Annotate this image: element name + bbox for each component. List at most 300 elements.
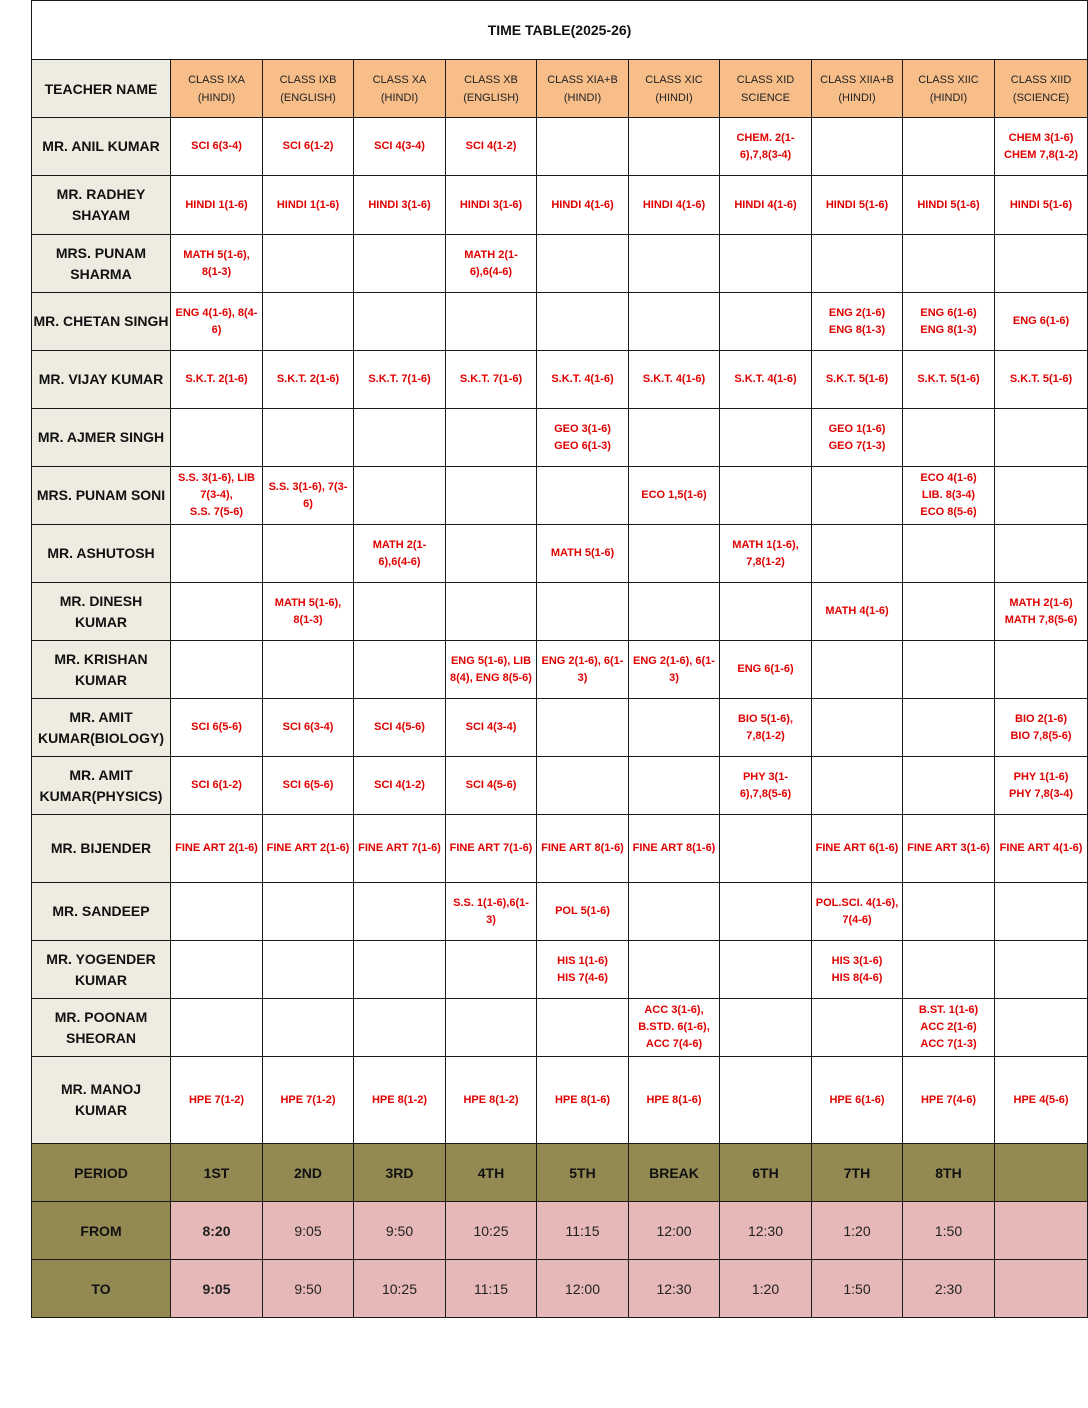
cell-line: PHY 3(1- bbox=[742, 770, 789, 783]
schedule-cell bbox=[537, 699, 629, 757]
schedule-cell bbox=[812, 641, 903, 699]
teacher-row bbox=[32, 118, 1088, 176]
schedule-cell bbox=[537, 583, 629, 641]
cell-line: MR. ANIL KUMAR bbox=[42, 138, 160, 154]
schedule-cell bbox=[720, 815, 812, 883]
schedule-cell bbox=[446, 583, 537, 641]
cell-line: SCI 6(3-4) bbox=[282, 721, 334, 733]
schedule-cell bbox=[720, 699, 812, 757]
schedule-cell bbox=[537, 641, 629, 699]
schedule-cell bbox=[995, 641, 1088, 699]
teacher-row bbox=[32, 641, 1088, 699]
teacher-name bbox=[32, 467, 171, 525]
cell-line: MR. ASHUTOSH bbox=[47, 545, 155, 561]
cell-line: HINDI 4(1-6) bbox=[642, 198, 706, 211]
cell-line: S.K.T. 2(1-6) bbox=[185, 373, 248, 385]
schedule-cell bbox=[446, 815, 537, 883]
schedule-cell bbox=[903, 641, 995, 699]
cell-line: ENG 6(1-6) bbox=[1012, 315, 1070, 327]
schedule-cell bbox=[446, 467, 537, 525]
schedule-cell bbox=[903, 1057, 995, 1144]
schedule-cell bbox=[720, 235, 812, 293]
schedule-cell bbox=[995, 757, 1088, 815]
schedule-cell bbox=[263, 467, 354, 525]
schedule-cell bbox=[537, 118, 629, 176]
class-header bbox=[903, 60, 995, 118]
cell-line: 7(3-4), bbox=[200, 489, 233, 501]
teacher-name bbox=[32, 699, 171, 757]
cell-line: KUMAR bbox=[74, 671, 128, 688]
schedule-cell bbox=[171, 1057, 263, 1144]
schedule-cell bbox=[537, 883, 629, 941]
teacher-name-header: TEACHER NAME bbox=[32, 60, 171, 118]
schedule-cell bbox=[812, 351, 903, 409]
schedule-cell bbox=[446, 699, 537, 757]
cell-line: MR. YOGENDER bbox=[46, 950, 156, 967]
schedule-cell bbox=[812, 467, 903, 525]
schedule-cell bbox=[629, 757, 720, 815]
period-row-cell bbox=[995, 1144, 1088, 1202]
schedule-cell bbox=[263, 1057, 354, 1144]
schedule-cell bbox=[629, 815, 720, 883]
schedule-cell bbox=[903, 815, 995, 883]
cell-line: HPE 6(1-6) bbox=[829, 1093, 885, 1106]
teacher-name bbox=[32, 293, 171, 351]
cell-line: 3) bbox=[577, 671, 588, 684]
schedule-cell bbox=[812, 699, 903, 757]
schedule-cell bbox=[446, 941, 537, 999]
schedule-cell bbox=[537, 525, 629, 583]
schedule-cell bbox=[171, 525, 263, 583]
schedule-cell bbox=[995, 883, 1088, 941]
cell-line: SCI 4(5-6) bbox=[465, 779, 517, 791]
cell-line: MR. AMIT bbox=[69, 766, 133, 783]
teacher-name bbox=[32, 999, 171, 1057]
cell-line: BIO 7,8(5-6) bbox=[1010, 729, 1072, 742]
cell-line: S.K.T. 4(1-6) bbox=[551, 373, 614, 385]
schedule-cell bbox=[995, 351, 1088, 409]
schedule-cell bbox=[446, 757, 537, 815]
schedule-cell bbox=[629, 293, 720, 351]
cell-line: SCI 6(1-2) bbox=[191, 779, 242, 791]
cell-line: SHAYAM bbox=[71, 207, 131, 223]
schedule-cell bbox=[446, 999, 537, 1057]
cell-line: MATH 5(1-6), bbox=[183, 248, 250, 261]
cell-line: LIB. 8(3-4) bbox=[921, 489, 976, 501]
cell-line: 6),7,8(3-4) bbox=[739, 148, 792, 161]
teacher-row bbox=[32, 699, 1088, 757]
cell-line: HPE 4(5-6) bbox=[1013, 1093, 1069, 1106]
cell-line: HPE 8(1-2) bbox=[463, 1093, 519, 1106]
schedule-cell bbox=[903, 757, 995, 815]
from-row-cell: 1:50 bbox=[903, 1202, 995, 1260]
to-row-cell: 12:00 bbox=[537, 1260, 629, 1318]
schedule-cell bbox=[171, 351, 263, 409]
schedule-cell bbox=[720, 409, 812, 467]
cell-line: (HINDI) bbox=[655, 91, 693, 104]
cell-line: SCI 4(3-4) bbox=[374, 140, 425, 152]
cell-line: FINE ART 7(1-6) bbox=[358, 842, 441, 854]
teacher-row bbox=[32, 883, 1088, 941]
cell-line: 3) bbox=[486, 913, 496, 926]
class-header bbox=[263, 60, 354, 118]
period-row-cell: 4TH bbox=[446, 1144, 537, 1202]
schedule-cell bbox=[263, 999, 354, 1057]
schedule-cell bbox=[537, 999, 629, 1057]
schedule-cell bbox=[171, 176, 263, 235]
schedule-cell bbox=[171, 999, 263, 1057]
to-row-cell: 1:20 bbox=[720, 1260, 812, 1318]
schedule-cell bbox=[995, 525, 1088, 583]
cell-line: 8(1-3) bbox=[201, 265, 232, 278]
cell-line: FINE ART 2(1-6) bbox=[175, 842, 258, 854]
schedule-cell bbox=[171, 883, 263, 941]
schedule-cell bbox=[171, 293, 263, 351]
schedule-cell bbox=[354, 815, 446, 883]
schedule-cell bbox=[812, 941, 903, 999]
teacher-name bbox=[32, 641, 171, 699]
header-row bbox=[32, 60, 1088, 118]
teacher-row bbox=[32, 176, 1088, 235]
cell-line: MR. DINESH bbox=[59, 592, 143, 609]
schedule-cell bbox=[354, 293, 446, 351]
schedule-cell bbox=[354, 699, 446, 757]
cell-line: (HINDI) bbox=[197, 91, 236, 104]
cell-line: 6) bbox=[303, 497, 313, 510]
schedule-cell bbox=[903, 118, 995, 176]
class-header bbox=[446, 60, 537, 118]
cell-line: ECO 8(5-6) bbox=[920, 506, 977, 518]
cell-line: CLASS IXA bbox=[188, 73, 245, 86]
cell-line: ENG 4(1-6), 8(4- bbox=[175, 306, 258, 319]
schedule-cell bbox=[903, 409, 995, 467]
period-row-cell: 8TH bbox=[903, 1144, 995, 1202]
schedule-cell bbox=[537, 1057, 629, 1144]
schedule-cell bbox=[263, 525, 354, 583]
schedule-cell bbox=[903, 525, 995, 583]
teacher-row bbox=[32, 1057, 1088, 1144]
schedule-cell bbox=[537, 815, 629, 883]
schedule-cell bbox=[720, 941, 812, 999]
from-row-label: FROM bbox=[32, 1202, 171, 1260]
schedule-cell bbox=[903, 999, 995, 1057]
cell-line: SHARMA bbox=[70, 265, 132, 282]
schedule-cell bbox=[446, 525, 537, 583]
teacher-name bbox=[32, 583, 171, 641]
schedule-cell bbox=[903, 351, 995, 409]
schedule-cell bbox=[171, 583, 263, 641]
from-row-cell: 12:30 bbox=[720, 1202, 812, 1260]
cell-line: 8(1-3) bbox=[293, 613, 323, 626]
schedule-cell bbox=[354, 525, 446, 583]
cell-line: MR. BIJENDER bbox=[50, 840, 152, 856]
schedule-cell bbox=[263, 941, 354, 999]
schedule-cell bbox=[629, 118, 720, 176]
cell-line: HINDI 3(1-6) bbox=[459, 198, 523, 211]
cell-line: S.K.T. 2(1-6) bbox=[276, 373, 340, 385]
cell-line: S.S. 3(1-6), 7(3- bbox=[268, 480, 348, 493]
teacher-row bbox=[32, 467, 1088, 525]
cell-line: HIS 8(4-6) bbox=[831, 971, 883, 984]
cell-line: MR. CHETAN SINGH bbox=[33, 313, 169, 329]
cell-line: MATH 1(1-6), bbox=[732, 538, 799, 551]
cell-line: 6),6(4-6) bbox=[469, 265, 513, 278]
schedule-cell bbox=[263, 176, 354, 235]
cell-line: ECO 4(1-6) bbox=[920, 472, 977, 484]
from-row-cell: 1:20 bbox=[812, 1202, 903, 1260]
cell-line: MATH 5(1-6), bbox=[274, 596, 342, 609]
schedule-cell bbox=[171, 235, 263, 293]
schedule-cell bbox=[537, 176, 629, 235]
schedule-cell bbox=[446, 176, 537, 235]
cell-line: (HINDI) bbox=[563, 91, 602, 104]
cell-line: CLASS XIA+B bbox=[547, 73, 618, 86]
cell-line: HINDI 1(1-6) bbox=[276, 198, 340, 211]
cell-line: ENG 8(1-3) bbox=[828, 323, 886, 336]
class-header bbox=[995, 60, 1088, 118]
cell-line: (ENGLISH) bbox=[463, 91, 519, 104]
title-row bbox=[32, 1, 1088, 60]
teacher-name bbox=[32, 235, 171, 293]
schedule-cell bbox=[720, 525, 812, 583]
cell-line: HIS 1(1-6) bbox=[557, 954, 608, 967]
period-row bbox=[32, 1144, 1088, 1202]
cell-line: ECO 1,5(1-6) bbox=[641, 489, 707, 501]
from-row-cell: 9:05 bbox=[263, 1202, 354, 1260]
teacher-name bbox=[32, 176, 171, 235]
teacher-name bbox=[32, 815, 171, 883]
schedule-cell bbox=[720, 883, 812, 941]
from-row-cell: 10:25 bbox=[446, 1202, 537, 1260]
cell-line: MR. AMIT bbox=[69, 708, 133, 725]
schedule-cell bbox=[812, 999, 903, 1057]
schedule-cell bbox=[354, 757, 446, 815]
schedule-cell bbox=[537, 235, 629, 293]
cell-line: (HINDI) bbox=[838, 91, 876, 104]
class-header bbox=[537, 60, 629, 118]
cell-line: HPE 7(1-2) bbox=[188, 1093, 245, 1106]
cell-line: SCI 6(1-2) bbox=[282, 140, 334, 152]
cell-line: MR. AJMER SINGH bbox=[37, 429, 165, 445]
teacher-row bbox=[32, 999, 1088, 1057]
to-row-cell: 2:30 bbox=[903, 1260, 995, 1318]
schedule-cell bbox=[812, 118, 903, 176]
cell-line: FINE ART 8(1-6) bbox=[541, 842, 624, 854]
cell-line: PHY 1(1-6) bbox=[1013, 770, 1069, 783]
cell-line: HIS 3(1-6) bbox=[831, 954, 883, 967]
cell-line: 7(4-6) bbox=[842, 913, 872, 926]
class-header bbox=[171, 60, 263, 118]
cell-line: HINDI 3(1-6) bbox=[368, 198, 431, 211]
cell-line: KUMAR bbox=[74, 613, 128, 630]
schedule-cell bbox=[354, 999, 446, 1057]
cell-line: 6),6(4-6) bbox=[378, 555, 421, 568]
schedule-cell bbox=[629, 883, 720, 941]
cell-line: MRS. PUNAM bbox=[55, 244, 147, 261]
cell-line: ENG 6(1-6) bbox=[920, 306, 977, 319]
to-row-cell bbox=[995, 1260, 1088, 1318]
class-header bbox=[629, 60, 720, 118]
schedule-cell bbox=[171, 467, 263, 525]
teacher-row bbox=[32, 235, 1088, 293]
from-row-cell: 9:50 bbox=[354, 1202, 446, 1260]
cell-line: MATH 2(1- bbox=[464, 248, 518, 261]
cell-line: HPE 8(1-6) bbox=[554, 1093, 611, 1106]
cell-line: HPE 7(4-6) bbox=[920, 1093, 977, 1106]
cell-line: CLASS XIIA+B bbox=[820, 73, 894, 86]
schedule-cell bbox=[629, 1057, 720, 1144]
schedule-cell bbox=[629, 409, 720, 467]
cell-line: ACC 7(1-3) bbox=[920, 1038, 977, 1050]
teacher-name bbox=[32, 941, 171, 999]
teacher-row bbox=[32, 583, 1088, 641]
schedule-cell bbox=[629, 235, 720, 293]
cell-line: ENG 2(1-6), 6(1- bbox=[633, 654, 715, 667]
cell-line: 6),7,8(5-6) bbox=[739, 787, 792, 800]
cell-line: CHEM 3(1-6) bbox=[1008, 131, 1074, 144]
cell-line: MR. RADHEY bbox=[56, 186, 146, 202]
cell-line: HINDI 5(1-6) bbox=[917, 198, 980, 211]
schedule-cell bbox=[720, 293, 812, 351]
schedule-cell bbox=[629, 583, 720, 641]
schedule-cell bbox=[446, 293, 537, 351]
schedule-cell bbox=[354, 118, 446, 176]
schedule-cell bbox=[995, 118, 1088, 176]
period-row-cell: 5TH bbox=[537, 1144, 629, 1202]
cell-line: (HINDI) bbox=[929, 91, 968, 104]
class-header bbox=[720, 60, 812, 118]
cell-line: S.S. 1(1-6),6(1- bbox=[453, 896, 529, 909]
schedule-cell bbox=[263, 583, 354, 641]
schedule-cell bbox=[903, 883, 995, 941]
schedule-cell bbox=[171, 941, 263, 999]
schedule-cell bbox=[446, 351, 537, 409]
schedule-cell bbox=[995, 1057, 1088, 1144]
schedule-cell bbox=[263, 641, 354, 699]
schedule-cell bbox=[263, 293, 354, 351]
schedule-cell bbox=[629, 941, 720, 999]
cell-line: KUMAR(BIOLOGY) bbox=[38, 729, 164, 746]
cell-line: CLASS XB bbox=[464, 73, 518, 86]
cell-line: SCI 4(1-2) bbox=[465, 140, 517, 152]
cell-line: ENG 2(1-6), 6(1- bbox=[541, 654, 624, 667]
period-row-label: PERIOD bbox=[32, 1144, 171, 1202]
teacher-name bbox=[32, 883, 171, 941]
schedule-cell bbox=[171, 815, 263, 883]
schedule-cell bbox=[812, 757, 903, 815]
schedule-cell bbox=[903, 583, 995, 641]
cell-line: MR. KRISHAN bbox=[54, 650, 148, 667]
cell-line: BIO 2(1-6) bbox=[1015, 712, 1068, 725]
cell-line: B.ST. 1(1-6) bbox=[918, 1004, 979, 1016]
cell-line: SCI 4(3-4) bbox=[465, 721, 517, 733]
cell-line: FINE ART 8(1-6) bbox=[632, 842, 716, 854]
cell-line: BIO 5(1-6), bbox=[737, 712, 793, 725]
cell-line: SCI 4(5-6) bbox=[374, 721, 425, 733]
schedule-cell bbox=[446, 883, 537, 941]
schedule-cell bbox=[354, 941, 446, 999]
cell-line: SCI 6(5-6) bbox=[282, 779, 334, 791]
schedule-cell bbox=[537, 757, 629, 815]
cell-line: (ENGLISH) bbox=[280, 91, 336, 104]
cell-line: CLASS XA bbox=[372, 73, 427, 86]
teacher-name bbox=[32, 351, 171, 409]
schedule-cell bbox=[903, 941, 995, 999]
schedule-cell bbox=[354, 351, 446, 409]
schedule-cell bbox=[171, 699, 263, 757]
schedule-cell bbox=[537, 409, 629, 467]
schedule-cell bbox=[720, 351, 812, 409]
teacher-row bbox=[32, 525, 1088, 583]
schedule-cell bbox=[171, 641, 263, 699]
cell-line: 3) bbox=[669, 671, 679, 684]
from-row-cell: 12:00 bbox=[629, 1202, 720, 1260]
schedule-cell bbox=[263, 815, 354, 883]
from-row-cell: 11:15 bbox=[537, 1202, 629, 1260]
cell-line: MR. POONAM bbox=[54, 1008, 148, 1025]
to-row-cell: 11:15 bbox=[446, 1260, 537, 1318]
schedule-cell bbox=[995, 941, 1088, 999]
schedule-cell bbox=[354, 883, 446, 941]
schedule-cell bbox=[171, 118, 263, 176]
cell-line: SCI 6(3-4) bbox=[191, 140, 242, 152]
schedule-cell bbox=[720, 583, 812, 641]
schedule-cell bbox=[629, 525, 720, 583]
teacher-name bbox=[32, 757, 171, 815]
teacher-name bbox=[32, 525, 171, 583]
cell-line: ACC 3(1-6), bbox=[644, 1004, 704, 1016]
timetable-title: TIME TABLE(2025-26) bbox=[32, 1, 1088, 60]
schedule-cell bbox=[629, 467, 720, 525]
schedule-cell bbox=[812, 583, 903, 641]
schedule-cell bbox=[354, 467, 446, 525]
schedule-cell bbox=[354, 176, 446, 235]
schedule-cell bbox=[995, 699, 1088, 757]
cell-line: FINE ART 4(1-6) bbox=[999, 842, 1083, 854]
schedule-cell bbox=[446, 641, 537, 699]
cell-line: FINE ART 7(1-6) bbox=[449, 842, 533, 854]
schedule-cell bbox=[354, 235, 446, 293]
cell-line: ENG 5(1-6), LIB bbox=[450, 654, 532, 667]
cell-line: CLASS XIID bbox=[1010, 73, 1072, 86]
cell-line: (SCIENCE) bbox=[1012, 91, 1070, 104]
cell-line: HPE 8(1-6) bbox=[646, 1093, 702, 1106]
schedule-cell bbox=[720, 118, 812, 176]
cell-line: ENG 2(1-6) bbox=[828, 306, 886, 319]
teacher-row bbox=[32, 757, 1088, 815]
teacher-row bbox=[32, 351, 1088, 409]
schedule-cell bbox=[903, 235, 995, 293]
schedule-cell bbox=[629, 176, 720, 235]
schedule-cell bbox=[446, 409, 537, 467]
period-row-cell: 6TH bbox=[720, 1144, 812, 1202]
cell-line: S.K.T. 4(1-6) bbox=[642, 373, 706, 385]
schedule-cell bbox=[354, 409, 446, 467]
schedule-cell bbox=[263, 118, 354, 176]
period-row-cell: 3RD bbox=[354, 1144, 446, 1202]
teacher-row bbox=[32, 409, 1088, 467]
cell-line: HINDI 4(1-6) bbox=[734, 198, 797, 211]
schedule-cell bbox=[812, 293, 903, 351]
schedule-cell bbox=[263, 409, 354, 467]
cell-line: CHEM. 2(1- bbox=[736, 131, 795, 144]
schedule-cell bbox=[812, 1057, 903, 1144]
cell-line: HINDI 1(1-6) bbox=[185, 198, 248, 211]
schedule-cell bbox=[903, 293, 995, 351]
cell-line: MR. MANOJ bbox=[60, 1081, 142, 1097]
cell-line: HIS 7(4-6) bbox=[557, 971, 608, 984]
teacher-row bbox=[32, 941, 1088, 999]
